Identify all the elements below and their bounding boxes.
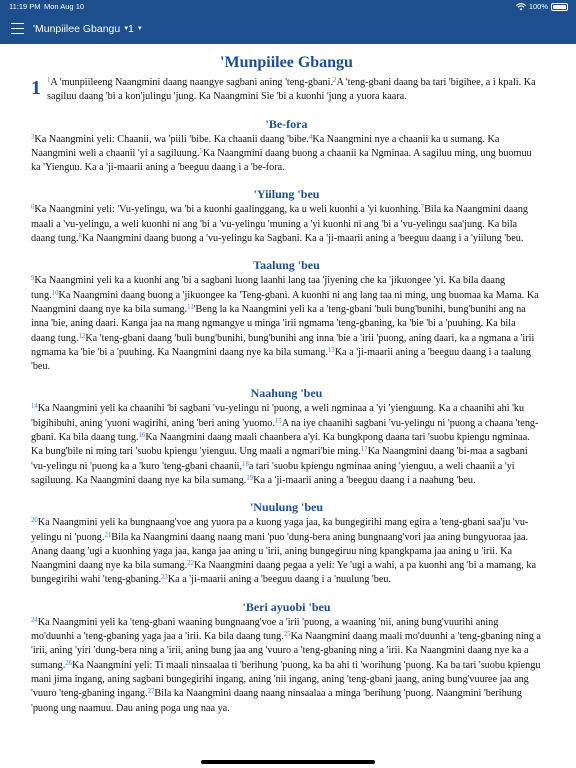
verse-number[interactable]: 23 [161,574,168,582]
book-selector[interactable] [33,23,129,35]
verse-text[interactable]: Bila ka Naangmini daang maali a 'vu-yelingu, a weli kuonhi ni ang 'bi a 'vu-yelingu 'muning a 'yi kuonhi ni ang 'bi a 'vu-yelingu saa'jung. Ka bila daang tung. [31,204,528,245]
verse-number[interactable]: 19 [246,474,254,482]
verse-text[interactable]: Ka Naangmini yeli ka a kuonhi ang 'bi a sagbani luong laanhi lang taa 'jiyening che ka 'jikuongee 'yi. Ka bila daang tung. [31,275,506,301]
verse-number[interactable]: 1 [47,77,51,84]
chapter-selector-label: 1 [128,23,134,35]
verse-number[interactable]: 24 [31,616,38,624]
verse-text[interactable]: Ka Naangmini yeli ka 'teng-gbani waaning bungnaang'voe a 'irii 'puong, a waaning 'nii, aning bung'vuurihi aning mo'duunhi a 'teng-gbaning yaga jaa a 'irii. Ka bila daang tung. [31,616,499,643]
verse-number[interactable]: 4 [308,133,313,141]
verse-number[interactable]: 16 [138,432,146,440]
verse-text[interactable]: Ka Naangmini yeli: 'Vu-yelingu, wa 'bi a kuonhi gaalinggang, ka u weli kuonhi a 'yi kuonhing. [34,204,421,216]
verse-text[interactable]: Ka Naangmini yeli: Chaanii, wa 'piili 'bibe. Ka chaanii daang 'bibe. [34,133,309,145]
verse-paragraph [31,133,542,176]
app-toolbar [0,14,576,44]
verse-number[interactable]: 2 [333,77,337,84]
section-heading: Taalung 'beu [253,258,320,273]
hamburger-menu-icon[interactable] [11,23,24,34]
section-heading: 'Beri ayuobi 'beu [242,599,331,614]
verse-number[interactable]: 3 [31,133,35,141]
verse-text[interactable]: Ka Naangmini yeli ka chaanihi 'bi sagbani 'vu-yelingu ni 'puong, a weli ngminaa a 'yi 'yienguung. Ka a chaanihi ahi 'ku 'bigihibuhi, aning 'yuoni wagirihi, aning 'beri aning 'yuomo. [31,403,525,429]
verse-number[interactable]: 8 [78,233,82,241]
verse-number[interactable]: 15 [274,417,282,425]
section-heading: 'Yiilung 'beu [253,187,320,202]
verse-text[interactable]: Ka Naangmini daang buong a chaanii ka Ngminaa. A sagiluu ming, ung buomuu ka 'Yienguu. Ka a 'ji-maarii aning a 'beeguu daang i a 'be-fora. [31,147,532,174]
chapter-number: 1 [31,77,41,99]
verse-number[interactable]: 9 [31,275,35,283]
verse-text[interactable]: Ka Naangmini nye a chaanii ka u sumang. Ka Naangmini weli a chaanii 'yi a sagiluung. [31,133,500,159]
book-dropdown-caret-icon: ▼ [123,26,130,33]
book-title: 'Munpiilee Gbangu [220,54,353,71]
section-heading: Naahung 'beu [250,386,323,401]
verse-text[interactable]: Ka Naangmini daang maali mo'duunhi a 'teng-gbaning ning a 'irii, aning 'yiri 'dung-bera ning a 'irii, aning bung jaa ang 'vuuro a 'teng-gbaning ning a 'irii. Ka Naangmini daang nye ka a sumang. [31,631,541,671]
verse-text[interactable]: A 'teng-gbani daang ba tari 'bigihee, a i kpali. Ka sagiluu daang 'bi a kon'julingu 'jung. Ka Naangmini Sie 'bi a kuonhi 'jung a yuora kaara. [47,77,536,103]
verse-text[interactable]: Bila ka Naangmini daang naang mani 'puo 'dung-bera aning bungnaang'vori jaa aning bungyuoraa jaa. Anang daang 'ugi a kuonhing yaga jaa, kanga jaa aning u 'irii, aning bungegiruu ning kpangkpama jaa aning u 'irii. Ka Naangmini daang nye ka bila sumang. [31,531,529,572]
verse-number[interactable]: 5 [199,147,203,155]
verse-text[interactable]: Ka a 'ji-maarii aning a 'beeguu daang i a 'nuulung 'beu. [167,574,391,586]
verse-number[interactable]: 27 [147,688,155,696]
verse-text[interactable]: Ka Naangmini yeli: Ti maali ninsaalaa ti 'berihung 'puong, ka ba ahi ti 'worihung 'puong. Ka ba tari 'suobu kpiengu mani jima ingang, aning sagbani bungegirihi ingang, aning 'nii ingang, aning 'teng-gbani jaang, aning bung'vuuree jaa ang 'vuuro 'teng-gbaning ingang. [31,659,541,700]
verse-text[interactable]: Ka Naangmini daang buong a 'jikuongee ka 'Teng-gbani. A kuonhi ni ang lang taa ni ming, ung buomaa ka Mama. Ka Naangmini daang nye ka bila sumang. [31,289,539,315]
verse-text[interactable]: a tari 'suobu kpiengu ngminaa aning 'yienguu, a weli chaanii a 'yi sagiluung. Ka Naangmini daang nye ka bila sumang. [31,460,515,486]
verse-number[interactable]: 11 [187,303,194,311]
verse-number[interactable]: 25 [283,631,291,639]
verse-number[interactable]: 18 [242,460,249,468]
chapter-dropdown-caret-icon: ▼ [136,26,143,33]
wifi-icon [516,3,526,11]
chapter-selector[interactable] [128,23,143,35]
verse-number[interactable]: 20 [31,517,38,525]
verse-text[interactable]: Ka a 'ji-maarii aning a 'beeguu daang i a taalung 'beu. [31,346,532,373]
verse-number[interactable]: 6 [31,204,35,212]
verse-text[interactable]: Ka Naangmini daang 'bi-maa a sagbani 'vu-yelingu ni 'puong ka a 'kuro 'teng-gbani chaanii, [31,446,528,472]
verse-text[interactable]: A na iye chaanihi sagbani 'vu-yelingu ni 'puong a chaana 'teng-gbani. Ka bila daang tung. [31,417,539,444]
verse-text[interactable]: Ka Naangmini daang buong a 'vu-yelingu ka Sagbani. Ka a 'ji-maarii aning a 'beeguu daang i a 'yiilung 'beu. [81,233,524,245]
home-indicator [201,760,375,764]
verse-number[interactable]: 12 [78,332,86,340]
verse-text[interactable]: 'Beng la ka Naangmini yeli ka a 'teng-gbani 'buli bung'bunihi, bung'bunihi ang na inna 'bie, aning daari. Kanga jaa na mang ngmangye u minga 'irii ngmama 'teng-gbaning, ka 'bie 'bi a 'puuhing. Ka bila daang tung. [31,303,526,344]
verse-text[interactable]: Ka 'teng-gbani daang 'buli bung'bunihi, bung'bunihi ang inna 'bie a 'irii 'puong, aning daari, ka a ngmana a 'irii ngmama ka 'bie 'bi a 'puuhing. Ka Naangmini daang nye ka bila sumang. [31,332,535,358]
status-right [516,0,568,14]
verse-text[interactable]: Ka Naangmini yeli ka bungnaang'voe ang yuora pa a kuong yaga jaa, ka bungegirihi mang egira a 'teng-gbani saa'ju 'vu-yelingu ni 'puong. [31,517,529,543]
verse-paragraph [31,76,542,105]
verse-number[interactable]: 14 [31,403,38,411]
battery-icon [551,3,568,11]
verse-text[interactable]: Bila ka Naangmini daang naang ninsaalaa a minga 'berihung 'puong. Naangmini 'berihung 'puong ung naamuu. Dau aning poga ung naa ya. [31,688,522,714]
status-date: Mon Aug 10 [44,2,85,11]
verse-paragraph [31,203,542,246]
status-time: 11:19 PM [9,2,41,11]
verse-paragraph [31,402,542,488]
verse-number[interactable]: 26 [65,659,73,667]
book-selector-label: 'Munpiilee Gbangu [33,23,121,35]
verse-paragraph [31,616,542,716]
section-heading: 'Nuulung 'beu [249,500,324,515]
verse-number[interactable]: 21 [104,531,112,539]
status-bar [0,0,576,14]
verse-number[interactable]: 10 [51,289,59,297]
verse-number[interactable]: 7 [420,204,425,212]
verse-number[interactable]: 13 [327,346,335,354]
verse-number[interactable]: 22 [187,560,194,568]
scripture-text-view[interactable] [31,44,542,716]
verse-text[interactable]: A 'munpiileeng Naangmini daang naangye sagbani aning 'teng-gbani. [50,77,334,88]
verse-number[interactable]: 17 [360,446,368,454]
verse-paragraph [31,274,542,374]
verse-text[interactable]: Ka Naangmini daang maali chaanbera a'yi. Ka bungkpong daana tari 'suobu kpiengu ngminaa. Ka bung'bile ni ming tari 'suobu kpiengu 'yienguu. Ung maali a ngmari'bie ming. [31,432,530,458]
verse-paragraph [31,516,542,587]
section-heading: 'Be-fora [265,116,308,131]
verse-text[interactable]: Ka Naangmini daang pegaa a yeli: Ye 'ugi a wahi, a pa kuonhi ang 'bi a mamang, ka bungegirihi wahi 'teng-gbaning. [31,560,536,586]
battery-percent: 100% [528,2,548,11]
verse-text[interactable]: Ka a 'ji-maarii aning a 'beeguu daang i a naahung 'beu. [253,474,476,486]
